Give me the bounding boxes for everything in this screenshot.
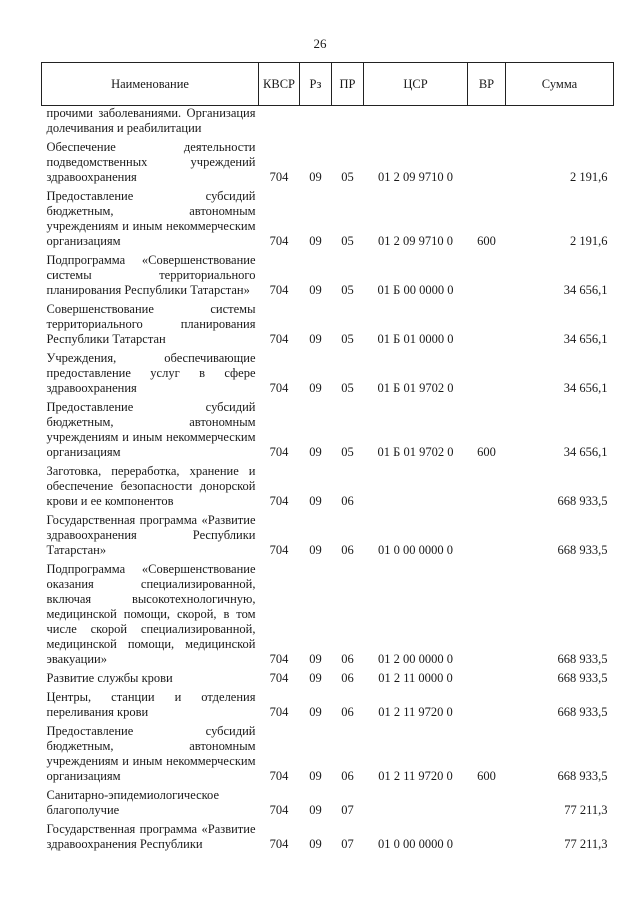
table-row	[42, 513, 614, 562]
cell-vr: 600	[477, 234, 496, 248]
cell-name: Предоставление субсидий бюджетным, автономным учреждениям и иным некоммерческим организациям	[46, 724, 256, 783]
header-kvsr: КВСР	[259, 63, 300, 106]
table-body	[42, 106, 614, 857]
cell-name: Государственная программа «Развитие здравоохранения Республики	[46, 822, 256, 851]
cell-sum: 34 656,1	[563, 283, 608, 297]
cell-rz: 09	[309, 234, 322, 248]
table-row	[42, 724, 614, 788]
cell-csr: 01 2 11 9720 0	[378, 769, 453, 783]
cell-pr: 06	[341, 652, 354, 666]
cell-kvsr: 704	[269, 705, 289, 719]
cell-name: Совершенствование системы территориального планирования Республики Татарстан	[46, 302, 256, 346]
cell-rz: 09	[309, 381, 322, 395]
cell-csr: 01 2 00 0000 0	[378, 652, 453, 666]
cell-csr: 01 Б 01 0000 0	[377, 332, 454, 346]
cell-sum: 77 211,3	[564, 803, 608, 817]
cell-pr: 07	[341, 803, 354, 817]
cell-sum: 668 933,5	[557, 705, 608, 719]
cell-csr: 01 0 00 0000 0	[378, 837, 453, 851]
cell-csr: 01 Б 01 9702 0	[377, 445, 454, 459]
cell-name: Развитие службы крови	[46, 671, 173, 685]
cell-name: Государственная программа «Развитие здравоохранения Республики Татарстан»	[46, 513, 256, 557]
cell-rz: 09	[309, 543, 322, 557]
cell-vr	[468, 513, 506, 562]
cell-rz: 09	[309, 769, 322, 783]
cell-pr: 06	[341, 494, 354, 508]
header-name: Наименование	[42, 63, 259, 106]
cell-rz: 09	[309, 332, 322, 346]
cell-vr	[468, 140, 506, 189]
cell-kvsr: 704	[269, 381, 289, 395]
cell-kvsr: 704	[269, 445, 289, 459]
header-vr: ВР	[468, 63, 506, 106]
cell-name: Учреждения, обеспечивающие предоставление услуг в сфере здравоохранения	[46, 351, 256, 395]
cell-sum: 2 191,6	[570, 170, 608, 184]
table-row	[42, 400, 614, 464]
cell-vr	[468, 671, 506, 690]
cell-name: Центры, станции и отделения переливания крови	[46, 690, 256, 719]
cell-pr: 05	[341, 283, 354, 297]
table-row	[42, 464, 614, 513]
budget-table	[41, 62, 614, 856]
cell-name: Подпрограмма «Совершенствование оказания специализированной, включая высокотехнологичную, медицинской помощи, скорой, в том числе скорой специализированной, медицинской помощи, медицинской эвакуации»	[46, 562, 256, 666]
page-number: 26	[313, 36, 327, 51]
cell-name: Обеспечение деятельности подведомственных учреждений здравоохранения	[46, 140, 256, 184]
cell-kvsr: 704	[269, 494, 289, 508]
cell-vr: 600	[477, 445, 496, 459]
cell-vr	[468, 106, 506, 141]
cell-rz: 09	[309, 170, 322, 184]
cell-rz: 09	[309, 494, 322, 508]
cell-rz: 09	[309, 705, 322, 719]
cell-sum: 77 211,3	[564, 837, 608, 851]
cell-pr: 05	[341, 332, 354, 346]
cell-csr: 01 2 11 0000 0	[378, 671, 453, 685]
cell-vr	[468, 690, 506, 724]
cell-sum: 668 933,5	[557, 494, 608, 508]
cell-name: Заготовка, переработка, хранение и обеспечение безопасности донорской крови и ее компонентов	[46, 464, 256, 508]
cell-pr: 05	[341, 170, 354, 184]
cell-csr: 01 2 09 9710 0	[378, 234, 453, 248]
cell-pr: 07	[341, 837, 354, 851]
cell-vr	[468, 562, 506, 671]
table-row	[42, 189, 614, 253]
table-row	[42, 351, 614, 400]
cell-name: Предоставление субсидий бюджетным, автономным учреждениям и иным некоммерческим организациям	[46, 400, 256, 459]
cell-csr: 01 Б 00 0000 0	[377, 283, 454, 297]
cell-vr	[468, 822, 506, 856]
header-sum: Сумма	[506, 63, 614, 106]
cell-pr	[332, 106, 364, 141]
cell-sum: 34 656,1	[563, 445, 608, 459]
cell-kvsr: 704	[269, 283, 289, 297]
cell-sum: 668 933,5	[557, 671, 608, 685]
cell-pr: 05	[341, 381, 354, 395]
cell-rz: 09	[309, 837, 322, 851]
cell-vr	[468, 788, 506, 822]
cell-csr: 01 Б 01 9702 0	[377, 381, 454, 395]
cell-pr: 06	[341, 769, 354, 783]
cell-vr	[468, 253, 506, 302]
cell-kvsr	[259, 106, 300, 141]
cell-kvsr: 704	[269, 170, 289, 184]
cell-kvsr: 704	[269, 332, 289, 346]
cell-rz	[300, 106, 332, 141]
cell-kvsr: 704	[269, 837, 289, 851]
cell-pr: 05	[341, 445, 354, 459]
cell-kvsr: 704	[269, 234, 289, 248]
table-row	[42, 562, 614, 671]
table-row	[42, 302, 614, 351]
cell-kvsr: 704	[269, 543, 289, 557]
table-row	[42, 788, 614, 822]
cell-csr	[364, 106, 468, 141]
cell-csr	[364, 788, 468, 822]
cell-kvsr: 704	[269, 671, 289, 685]
cell-name: прочими заболеваниями. Организация долечивания и реабилитации	[46, 106, 256, 135]
cell-sum: 668 933,5	[557, 652, 608, 666]
table-row	[42, 106, 614, 141]
cell-vr	[468, 464, 506, 513]
cell-pr: 05	[341, 234, 354, 248]
cell-pr: 06	[341, 543, 354, 557]
cell-rz: 09	[309, 671, 322, 685]
header-rz: Рз	[300, 63, 332, 106]
cell-kvsr: 704	[269, 652, 289, 666]
cell-csr: 01 0 00 0000 0	[378, 543, 453, 557]
cell-pr: 06	[341, 671, 354, 685]
table-row	[42, 822, 614, 856]
cell-csr: 01 2 09 9710 0	[378, 170, 453, 184]
cell-sum: 34 656,1	[563, 332, 608, 346]
cell-name: Предоставление субсидий бюджетным, автономным учреждениям и иным некоммерческим организациям	[46, 189, 256, 248]
cell-rz: 09	[309, 652, 322, 666]
cell-rz: 09	[309, 283, 322, 297]
table-row	[42, 671, 614, 690]
cell-sum: 668 933,5	[557, 543, 608, 557]
cell-vr: 600	[477, 769, 496, 783]
table-row	[42, 253, 614, 302]
cell-sum	[506, 106, 614, 141]
table-header	[42, 63, 614, 106]
cell-rz: 09	[309, 445, 322, 459]
cell-pr: 06	[341, 705, 354, 719]
cell-name: Подпрограмма «Совершенствование системы территориального планирования Республики Татарстан»	[46, 253, 256, 297]
cell-sum: 2 191,6	[570, 234, 608, 248]
cell-kvsr: 704	[269, 803, 289, 817]
header-csr: ЦСР	[364, 63, 468, 106]
table-row	[42, 690, 614, 724]
cell-rz: 09	[309, 803, 322, 817]
cell-sum: 34 656,1	[563, 381, 608, 395]
cell-sum: 668 933,5	[557, 769, 608, 783]
cell-kvsr: 704	[269, 769, 289, 783]
cell-vr	[468, 351, 506, 400]
cell-name: Санитарно-эпидемиологическое благополучие	[46, 788, 220, 817]
cell-csr: 01 2 11 9720 0	[378, 705, 453, 719]
table-row	[42, 140, 614, 189]
header-pr: ПР	[332, 63, 364, 106]
cell-csr	[364, 464, 468, 513]
cell-vr	[468, 302, 506, 351]
